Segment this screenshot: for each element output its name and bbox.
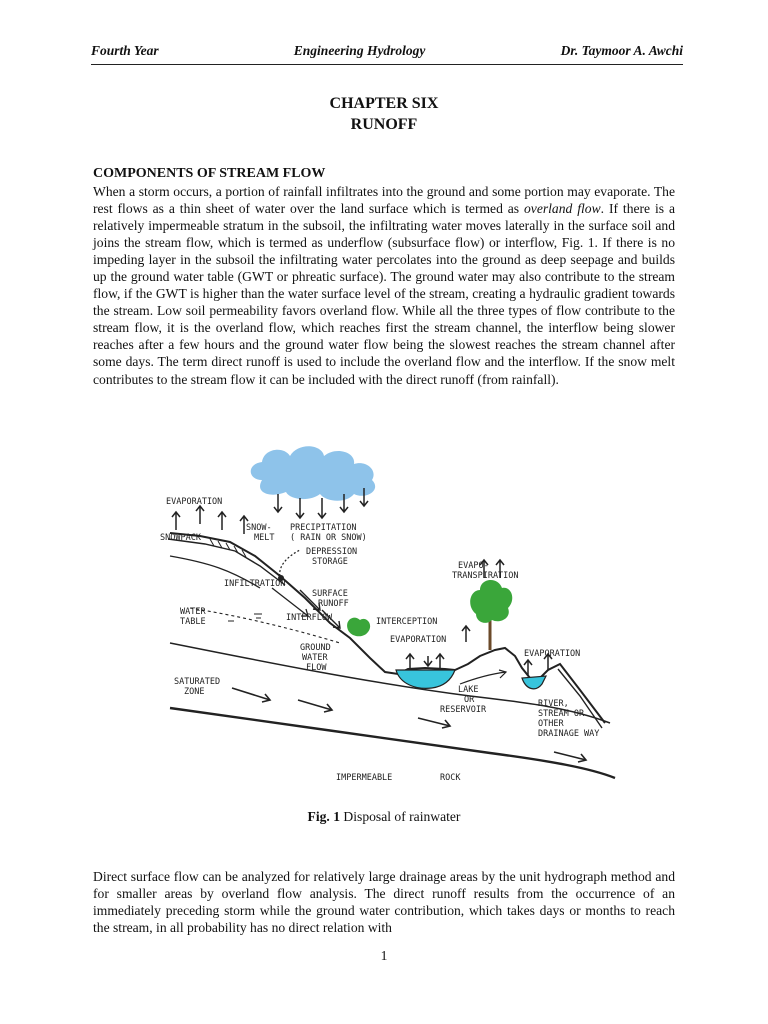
paragraph-direct-surface-flow: Direct surface flow can be analyzed for relatively large drainage areas by the unit hydrograph method and for smaller areas by overland flow analysis. The direct runoff results from the occurrence of an immediately preceding storm while the ground water contribution, which takes days or months to reach the stream, in all probability has no direct relation with [93,869,675,936]
paragraph-text-rest: . If there is a relatively impermeable stratum in the subsoil, the infiltrating water moves laterally in the surface soil and joins the stream flow, which is termed as underflow (subsurface flow) or interflow, Fig. 1. If there is no impeding layer in the subsoil the infiltrating water percolates into the ground as deep seepage and builds up the ground water table (GWT or phreatic surface). The ground water may also contribute to the stream flow, if the GWT is higher than the water surface level of the stream, creating a hydraulic gradient towards the stream. Low soil permeability favors overland flow. While all the three types of flow contribute to the stream flow, it is the overland flow, which reaches first the stream channel, the interflow being slower reaches after a few hours and the ground water flow being the slowest reaches the stream channel after some days. The term direct runoff is used to include the overland flow and the interflow. If the snow melt contributes to the stream flow it can be included with the direct runoff (from rainfall). [93,201,675,387]
label-depression-1: DEPRESSION [306,547,358,557]
label-surface-runoff-2: RUNOFF [318,599,349,609]
page-header [91,43,683,65]
label-river-2: STREAM OR [538,709,585,719]
label-snow-melt-1: SNOW- [246,523,272,533]
label-evapo-2: TRANSPIRATION [452,571,519,581]
figure-caption-text: Disposal of rainwater [340,809,461,824]
paragraph-components [93,183,675,388]
label-evaporation-mid: EVAPORATION [390,635,447,645]
label-river-4: DRAINAGE WAY [538,729,600,739]
header-course: Fourth Year [91,43,159,58]
label-lake-1: LAKE [458,685,479,695]
lake-water [396,670,455,688]
section-heading: COMPONENTS OF STREAM FLOW [93,166,326,181]
chapter-number: CHAPTER SIX [329,95,439,112]
label-impermeable: IMPERMEABLE [336,773,393,783]
label-lake-2: OR [464,695,475,705]
label-interflow: INTERFLOW [286,613,333,623]
figure-number: Fig. 1 [307,809,341,824]
river-water [522,676,546,689]
header-subject: Engineering Hydrology [293,43,426,58]
figure-caption [0,809,768,825]
label-interception: INTERCEPTION [376,617,438,627]
label-surface-runoff-1: SURFACE [312,589,348,599]
label-gw-flow-2: WATER [302,653,328,663]
label-river-3: OTHER [538,719,564,729]
cloud-icon [251,446,375,501]
label-precip-1: PRECIPITATION [290,523,357,533]
label-depression-2: STORAGE [312,557,348,567]
overland-flow-term: overland flow [524,201,601,217]
label-infiltration: INFILTRATION [224,579,286,589]
paragraph-text-start: When a storm occurs, a portion of rainfall infiltrates into the ground and some portion may evaporate. The rest flows as a thin sheet of water over the land surface which is termed as [93,184,675,217]
chapter-title: RUNOFF [350,116,418,133]
label-river-1: RIVER, [538,699,569,709]
figure-disposal-of-rainwater [150,438,620,803]
label-evapo-1: EVAPO- [458,561,489,571]
label-gw-flow-1: GROUND [300,643,331,653]
label-water-table-2: TABLE [180,617,206,627]
header-author: Dr. Taymoor A. Awchi [560,43,683,58]
label-evaporation-right: EVAPORATION [524,649,581,659]
tree-icon [470,580,512,623]
label-saturated-2: ZONE [184,687,205,697]
label-rock: ROCK [440,773,461,783]
ground-surface [170,533,605,723]
label-water-table-1: WATER [180,607,206,617]
label-precip-2: ( RAIN OR SNOW) [290,533,367,543]
label-snow-pack: SNOWPACK [160,533,201,543]
page-number: 1 [380,948,388,963]
label-saturated-1: SATURATED [174,677,221,687]
bush-icon [347,618,370,637]
hydrologic-cycle-diagram [150,438,620,803]
label-evaporation-left: EVAPORATION [166,497,223,507]
label-snow-melt-2: MELT [254,533,275,543]
label-lake-3: RESERVOIR [440,705,487,715]
label-gw-flow-3: FLOW [306,663,327,673]
